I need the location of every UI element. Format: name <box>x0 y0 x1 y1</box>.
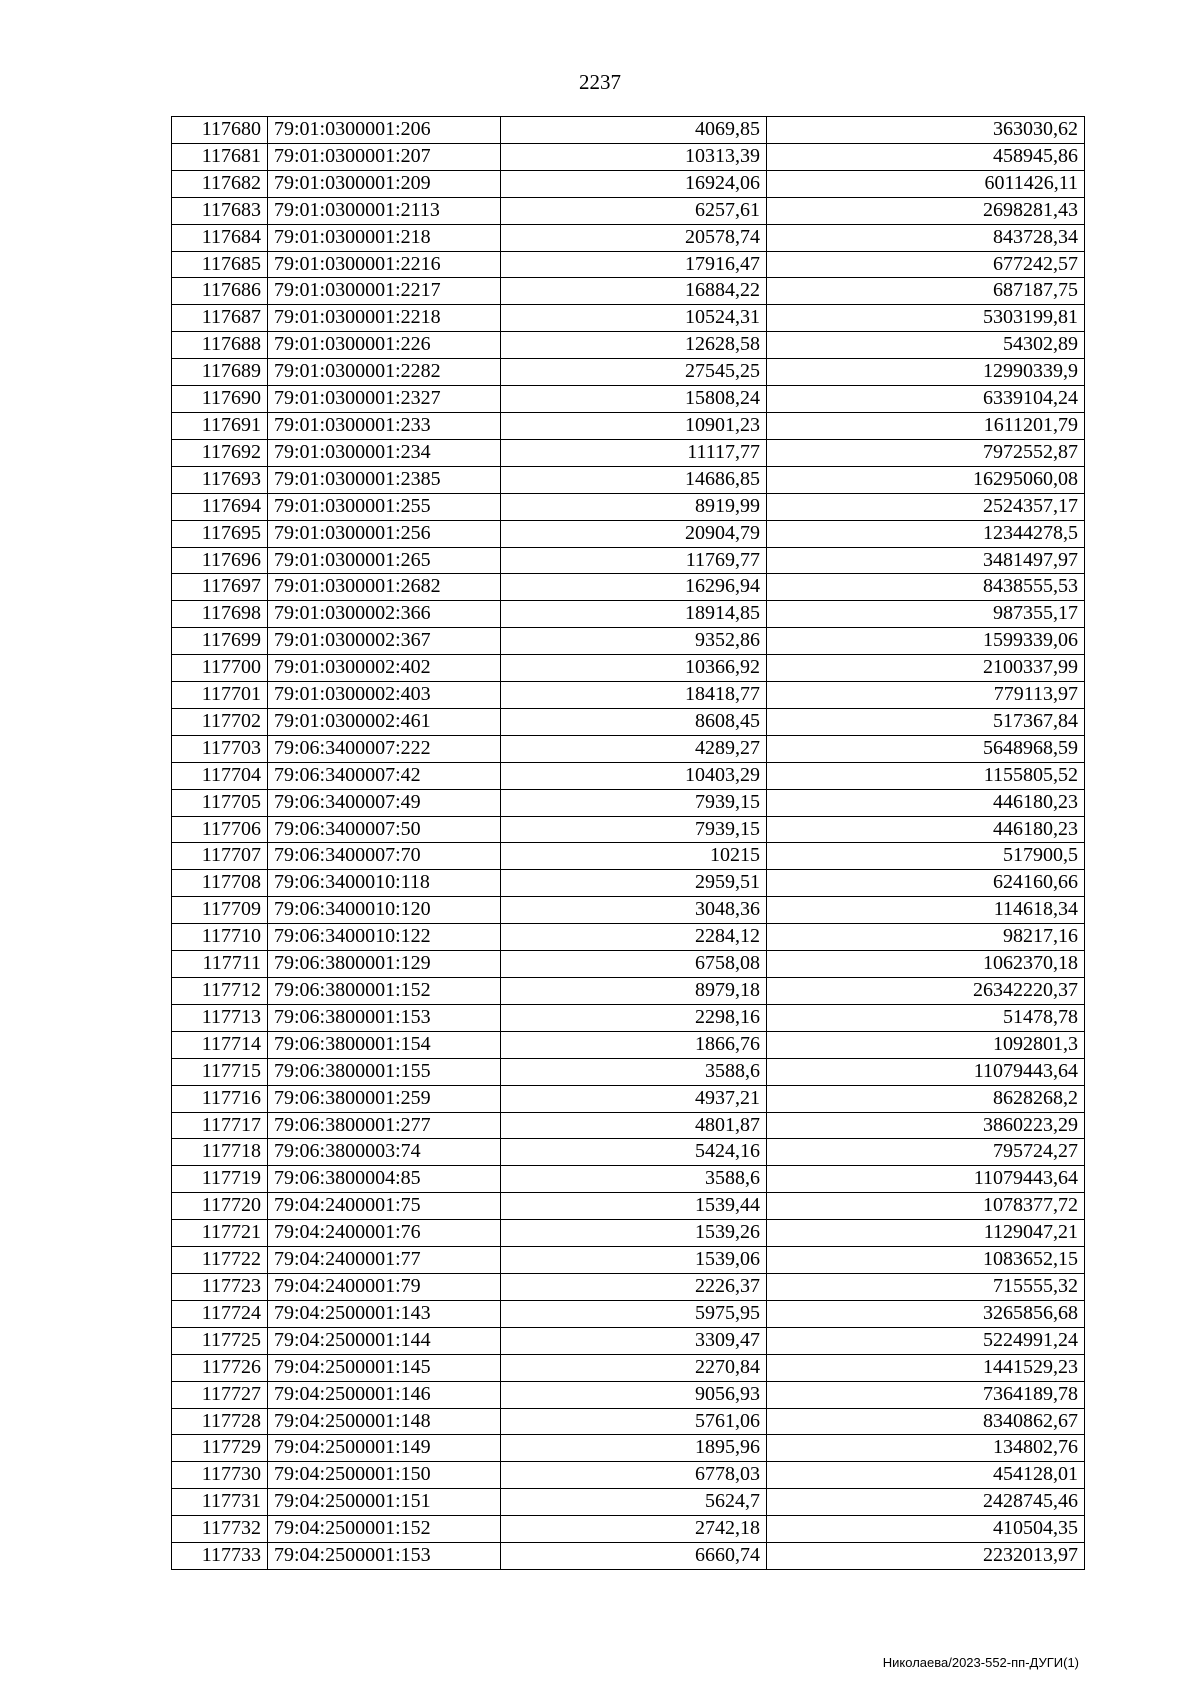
table-row <box>172 1516 1085 1543</box>
area-cell: 2284,12 <box>501 924 767 951</box>
area-cell: 8919,99 <box>501 493 767 520</box>
cadastral-number-cell: 79:01:0300001:234 <box>268 439 501 466</box>
row-id-cell: 117707 <box>172 843 268 870</box>
value-cell: 1083652,15 <box>767 1247 1085 1274</box>
cadastral-number-cell: 79:04:2400001:75 <box>268 1193 501 1220</box>
row-id-cell: 117700 <box>172 655 268 682</box>
value-cell: 5224991,24 <box>767 1327 1085 1354</box>
table-row <box>172 170 1085 197</box>
row-id-cell: 117717 <box>172 1112 268 1139</box>
row-id-cell: 117720 <box>172 1193 268 1220</box>
cadastral-number-cell: 79:06:3800001:129 <box>268 951 501 978</box>
area-cell: 8608,45 <box>501 708 767 735</box>
cadastral-number-cell: 79:01:0300001:2327 <box>268 386 501 413</box>
table-row <box>172 1193 1085 1220</box>
cadastral-number-cell: 79:04:2500001:149 <box>268 1435 501 1462</box>
cadastral-number-cell: 79:06:3800001:153 <box>268 1004 501 1031</box>
row-id-cell: 117708 <box>172 870 268 897</box>
value-cell: 2524357,17 <box>767 493 1085 520</box>
cadastral-number-cell: 79:04:2500001:153 <box>268 1543 501 1570</box>
row-id-cell: 117697 <box>172 574 268 601</box>
table-row <box>172 1139 1085 1166</box>
area-cell: 4937,21 <box>501 1085 767 1112</box>
cadastral-number-cell: 79:01:0300001:2217 <box>268 278 501 305</box>
area-cell: 1539,06 <box>501 1247 767 1274</box>
area-cell: 2298,16 <box>501 1004 767 1031</box>
row-id-cell: 117693 <box>172 466 268 493</box>
table-row <box>172 197 1085 224</box>
table-row <box>172 1166 1085 1193</box>
area-cell: 4801,87 <box>501 1112 767 1139</box>
value-cell: 987355,17 <box>767 601 1085 628</box>
cadastral-number-cell: 79:06:3800001:259 <box>268 1085 501 1112</box>
cadastral-number-cell: 79:06:3400010:118 <box>268 870 501 897</box>
row-id-cell: 117721 <box>172 1220 268 1247</box>
area-cell: 16884,22 <box>501 278 767 305</box>
area-cell: 14686,85 <box>501 466 767 493</box>
cadastral-number-cell: 79:01:0300001:2218 <box>268 305 501 332</box>
area-cell: 20578,74 <box>501 224 767 251</box>
value-cell: 715555,32 <box>767 1273 1085 1300</box>
table-row <box>172 412 1085 439</box>
value-cell: 1062370,18 <box>767 951 1085 978</box>
table-row <box>172 951 1085 978</box>
row-id-cell: 117688 <box>172 332 268 359</box>
row-id-cell: 117733 <box>172 1543 268 1570</box>
table-row <box>172 1327 1085 1354</box>
cadastral-number-cell: 79:01:0300001:256 <box>268 520 501 547</box>
cadastral-number-cell: 79:06:3400010:122 <box>268 924 501 951</box>
row-id-cell: 117727 <box>172 1381 268 1408</box>
value-cell: 624160,66 <box>767 870 1085 897</box>
table-row <box>172 601 1085 628</box>
cadastral-number-cell: 79:01:0300001:2282 <box>268 359 501 386</box>
area-cell: 10366,92 <box>501 655 767 682</box>
table-row <box>172 1112 1085 1139</box>
row-id-cell: 117694 <box>172 493 268 520</box>
area-cell: 16296,94 <box>501 574 767 601</box>
value-cell: 7972552,87 <box>767 439 1085 466</box>
cadastral-number-cell: 79:01:0300001:265 <box>268 547 501 574</box>
row-id-cell: 117724 <box>172 1300 268 1327</box>
cadastral-number-cell: 79:04:2500001:151 <box>268 1489 501 1516</box>
document-footer: Николаева/2023-552-пп-ДУГИ(1) <box>882 1655 1079 1670</box>
table-row <box>172 628 1085 655</box>
cadastral-number-cell: 79:01:0300002:367 <box>268 628 501 655</box>
table-row <box>172 1408 1085 1435</box>
value-cell: 677242,57 <box>767 251 1085 278</box>
row-id-cell: 117713 <box>172 1004 268 1031</box>
cadastral-number-cell: 79:01:0300001:2216 <box>268 251 501 278</box>
value-cell: 11079443,64 <box>767 1166 1085 1193</box>
value-cell: 98217,16 <box>767 924 1085 951</box>
cadastral-number-cell: 79:06:3800003:74 <box>268 1139 501 1166</box>
value-cell: 26342220,37 <box>767 978 1085 1005</box>
area-cell: 7939,15 <box>501 816 767 843</box>
row-id-cell: 117685 <box>172 251 268 278</box>
table-row <box>172 924 1085 951</box>
cadastral-number-cell: 79:01:0300001:2113 <box>268 197 501 224</box>
value-cell: 6011426,11 <box>767 170 1085 197</box>
value-cell: 5303199,81 <box>767 305 1085 332</box>
area-cell: 16924,06 <box>501 170 767 197</box>
table-row <box>172 520 1085 547</box>
table-row <box>172 143 1085 170</box>
area-cell: 6758,08 <box>501 951 767 978</box>
value-cell: 16295060,08 <box>767 466 1085 493</box>
cadastral-number-cell: 79:01:0300001:218 <box>268 224 501 251</box>
cadastral-number-cell: 79:06:3800004:85 <box>268 1166 501 1193</box>
table-row <box>172 789 1085 816</box>
area-cell: 6660,74 <box>501 1543 767 1570</box>
value-cell: 1599339,06 <box>767 628 1085 655</box>
row-id-cell: 117705 <box>172 789 268 816</box>
row-id-cell: 117683 <box>172 197 268 224</box>
area-cell: 1539,26 <box>501 1220 767 1247</box>
cadastral-number-cell: 79:01:0300001:2385 <box>268 466 501 493</box>
value-cell: 1092801,3 <box>767 1031 1085 1058</box>
row-id-cell: 117696 <box>172 547 268 574</box>
value-cell: 446180,23 <box>767 816 1085 843</box>
value-cell: 8438555,53 <box>767 574 1085 601</box>
value-cell: 51478,78 <box>767 1004 1085 1031</box>
cadastral-number-cell: 79:06:3400010:120 <box>268 897 501 924</box>
cadastral-number-cell: 79:06:3800001:155 <box>268 1058 501 1085</box>
row-id-cell: 117711 <box>172 951 268 978</box>
area-cell: 11117,77 <box>501 439 767 466</box>
row-id-cell: 117712 <box>172 978 268 1005</box>
cadastral-number-cell: 79:06:3800001:154 <box>268 1031 501 1058</box>
area-cell: 3588,6 <box>501 1058 767 1085</box>
cadastral-number-cell: 79:01:0300001:226 <box>268 332 501 359</box>
row-id-cell: 117687 <box>172 305 268 332</box>
cadastral-number-cell: 79:06:3400007:42 <box>268 762 501 789</box>
table-row <box>172 708 1085 735</box>
row-id-cell: 117731 <box>172 1489 268 1516</box>
row-id-cell: 117730 <box>172 1462 268 1489</box>
area-cell: 1895,96 <box>501 1435 767 1462</box>
table-row <box>172 1004 1085 1031</box>
table-row <box>172 978 1085 1005</box>
value-cell: 5648968,59 <box>767 735 1085 762</box>
row-id-cell: 117719 <box>172 1166 268 1193</box>
row-id-cell: 117684 <box>172 224 268 251</box>
row-id-cell: 117703 <box>172 735 268 762</box>
row-id-cell: 117715 <box>172 1058 268 1085</box>
cadastral-number-cell: 79:06:3400007:50 <box>268 816 501 843</box>
area-cell: 4069,85 <box>501 117 767 144</box>
table-row <box>172 493 1085 520</box>
area-cell: 8979,18 <box>501 978 767 1005</box>
row-id-cell: 117704 <box>172 762 268 789</box>
table-row <box>172 359 1085 386</box>
area-cell: 6778,03 <box>501 1462 767 1489</box>
value-cell: 363030,62 <box>767 117 1085 144</box>
cadastral-number-cell: 79:01:0300001:233 <box>268 412 501 439</box>
cadastral-number-cell: 79:04:2500001:152 <box>268 1516 501 1543</box>
table-row <box>172 735 1085 762</box>
row-id-cell: 117725 <box>172 1327 268 1354</box>
area-cell: 10403,29 <box>501 762 767 789</box>
data-table <box>171 116 1085 1570</box>
area-cell: 27545,25 <box>501 359 767 386</box>
area-cell: 18418,77 <box>501 682 767 709</box>
area-cell: 7939,15 <box>501 789 767 816</box>
row-id-cell: 117701 <box>172 682 268 709</box>
area-cell: 5761,06 <box>501 1408 767 1435</box>
table-row <box>172 762 1085 789</box>
table-row <box>172 278 1085 305</box>
table-row <box>172 1462 1085 1489</box>
area-cell: 3048,36 <box>501 897 767 924</box>
value-cell: 458945,86 <box>767 143 1085 170</box>
cadastral-number-cell: 79:04:2500001:146 <box>268 1381 501 1408</box>
area-cell: 17916,47 <box>501 251 767 278</box>
area-cell: 5975,95 <box>501 1300 767 1327</box>
cadastral-number-cell: 79:01:0300002:403 <box>268 682 501 709</box>
table-row <box>172 332 1085 359</box>
area-cell: 2959,51 <box>501 870 767 897</box>
cadastral-number-cell: 79:06:3400007:49 <box>268 789 501 816</box>
row-id-cell: 117726 <box>172 1354 268 1381</box>
row-id-cell: 117716 <box>172 1085 268 1112</box>
table-row <box>172 439 1085 466</box>
table-row <box>172 1085 1085 1112</box>
table-row <box>172 1543 1085 1570</box>
row-id-cell: 117681 <box>172 143 268 170</box>
page-number: 2237 <box>579 70 621 94</box>
area-cell: 12628,58 <box>501 332 767 359</box>
area-cell: 5624,7 <box>501 1489 767 1516</box>
row-id-cell: 117709 <box>172 897 268 924</box>
area-cell: 15808,24 <box>501 386 767 413</box>
row-id-cell: 117695 <box>172 520 268 547</box>
value-cell: 134802,76 <box>767 1435 1085 1462</box>
value-cell: 8628268,2 <box>767 1085 1085 1112</box>
cadastral-number-cell: 79:04:2500001:150 <box>268 1462 501 1489</box>
table-row <box>172 1354 1085 1381</box>
table-row <box>172 574 1085 601</box>
table-row <box>172 117 1085 144</box>
value-cell: 3860223,29 <box>767 1112 1085 1139</box>
value-cell: 843728,34 <box>767 224 1085 251</box>
value-cell: 2232013,97 <box>767 1543 1085 1570</box>
table-row <box>172 1031 1085 1058</box>
value-cell: 7364189,78 <box>767 1381 1085 1408</box>
cadastral-number-cell: 79:04:2500001:145 <box>268 1354 501 1381</box>
value-cell: 446180,23 <box>767 789 1085 816</box>
table-row <box>172 305 1085 332</box>
table-row <box>172 682 1085 709</box>
area-cell: 2226,37 <box>501 1273 767 1300</box>
table-row <box>172 843 1085 870</box>
row-id-cell: 117729 <box>172 1435 268 1462</box>
row-id-cell: 117728 <box>172 1408 268 1435</box>
area-cell: 2742,18 <box>501 1516 767 1543</box>
table-row <box>172 1381 1085 1408</box>
value-cell: 12344278,5 <box>767 520 1085 547</box>
row-id-cell: 117714 <box>172 1031 268 1058</box>
value-cell: 517367,84 <box>767 708 1085 735</box>
table-row <box>172 386 1085 413</box>
value-cell: 6339104,24 <box>767 386 1085 413</box>
value-cell: 2698281,43 <box>767 197 1085 224</box>
area-cell: 1539,44 <box>501 1193 767 1220</box>
cadastral-number-cell: 79:04:2500001:148 <box>268 1408 501 1435</box>
row-id-cell: 117723 <box>172 1273 268 1300</box>
row-id-cell: 117692 <box>172 439 268 466</box>
area-cell: 20904,79 <box>501 520 767 547</box>
value-cell: 517900,5 <box>767 843 1085 870</box>
row-id-cell: 117682 <box>172 170 268 197</box>
cadastral-number-cell: 79:01:0300002:366 <box>268 601 501 628</box>
area-cell: 9056,93 <box>501 1381 767 1408</box>
row-id-cell: 117698 <box>172 601 268 628</box>
row-id-cell: 117710 <box>172 924 268 951</box>
row-id-cell: 117718 <box>172 1139 268 1166</box>
row-id-cell: 117691 <box>172 412 268 439</box>
value-cell: 3265856,68 <box>767 1300 1085 1327</box>
table-row <box>172 224 1085 251</box>
cadastral-number-cell: 79:01:0300002:461 <box>268 708 501 735</box>
cadastral-number-cell: 79:06:3800001:152 <box>268 978 501 1005</box>
cadastral-number-cell: 79:01:0300001:206 <box>268 117 501 144</box>
area-cell: 6257,61 <box>501 197 767 224</box>
value-cell: 1611201,79 <box>767 412 1085 439</box>
cadastral-number-cell: 79:04:2400001:77 <box>268 1247 501 1274</box>
cadastral-number-cell: 79:01:0300001:2682 <box>268 574 501 601</box>
area-cell: 4289,27 <box>501 735 767 762</box>
row-id-cell: 117690 <box>172 386 268 413</box>
row-id-cell: 117686 <box>172 278 268 305</box>
cadastral-number-cell: 79:01:0300002:402 <box>268 655 501 682</box>
table-row <box>172 1273 1085 1300</box>
cadastral-number-cell: 79:06:3400007:70 <box>268 843 501 870</box>
table-row <box>172 1247 1085 1274</box>
cadastral-number-cell: 79:04:2400001:76 <box>268 1220 501 1247</box>
row-id-cell: 117732 <box>172 1516 268 1543</box>
value-cell: 11079443,64 <box>767 1058 1085 1085</box>
cadastral-number-cell: 79:01:0300001:255 <box>268 493 501 520</box>
table-row <box>172 466 1085 493</box>
value-cell: 795724,27 <box>767 1139 1085 1166</box>
area-cell: 10524,31 <box>501 305 767 332</box>
value-cell: 1441529,23 <box>767 1354 1085 1381</box>
area-cell: 1866,76 <box>501 1031 767 1058</box>
value-cell: 1129047,21 <box>767 1220 1085 1247</box>
value-cell: 410504,35 <box>767 1516 1085 1543</box>
area-cell: 5424,16 <box>501 1139 767 1166</box>
area-cell: 3588,6 <box>501 1166 767 1193</box>
row-id-cell: 117699 <box>172 628 268 655</box>
table-row <box>172 1220 1085 1247</box>
table-row <box>172 547 1085 574</box>
table-row <box>172 816 1085 843</box>
area-cell: 10215 <box>501 843 767 870</box>
table-row <box>172 655 1085 682</box>
row-id-cell: 117702 <box>172 708 268 735</box>
value-cell: 12990339,9 <box>767 359 1085 386</box>
table-row <box>172 897 1085 924</box>
row-id-cell: 117722 <box>172 1247 268 1274</box>
cadastral-number-cell: 79:06:3800001:277 <box>268 1112 501 1139</box>
area-cell: 11769,77 <box>501 547 767 574</box>
row-id-cell: 117689 <box>172 359 268 386</box>
value-cell: 1155805,52 <box>767 762 1085 789</box>
table-body <box>172 117 1085 1570</box>
cadastral-number-cell: 79:04:2500001:144 <box>268 1327 501 1354</box>
value-cell: 3481497,97 <box>767 547 1085 574</box>
value-cell: 2428745,46 <box>767 1489 1085 1516</box>
value-cell: 1078377,72 <box>767 1193 1085 1220</box>
area-cell: 3309,47 <box>501 1327 767 1354</box>
table-row <box>172 1300 1085 1327</box>
table-row <box>172 1058 1085 1085</box>
row-id-cell: 117706 <box>172 816 268 843</box>
area-cell: 10313,39 <box>501 143 767 170</box>
value-cell: 8340862,67 <box>767 1408 1085 1435</box>
cadastral-number-cell: 79:04:2500001:143 <box>268 1300 501 1327</box>
area-cell: 9352,86 <box>501 628 767 655</box>
cadastral-number-cell: 79:04:2400001:79 <box>268 1273 501 1300</box>
value-cell: 54302,89 <box>767 332 1085 359</box>
value-cell: 454128,01 <box>767 1462 1085 1489</box>
area-cell: 10901,23 <box>501 412 767 439</box>
table-row <box>172 251 1085 278</box>
area-cell: 18914,85 <box>501 601 767 628</box>
cadastral-number-cell: 79:01:0300001:209 <box>268 170 501 197</box>
row-id-cell: 117680 <box>172 117 268 144</box>
value-cell: 2100337,99 <box>767 655 1085 682</box>
cadastral-number-cell: 79:06:3400007:222 <box>268 735 501 762</box>
table-row <box>172 870 1085 897</box>
table-row <box>172 1435 1085 1462</box>
cadastral-number-cell: 79:01:0300001:207 <box>268 143 501 170</box>
value-cell: 687187,75 <box>767 278 1085 305</box>
area-cell: 2270,84 <box>501 1354 767 1381</box>
value-cell: 114618,34 <box>767 897 1085 924</box>
table-row <box>172 1489 1085 1516</box>
value-cell: 779113,97 <box>767 682 1085 709</box>
